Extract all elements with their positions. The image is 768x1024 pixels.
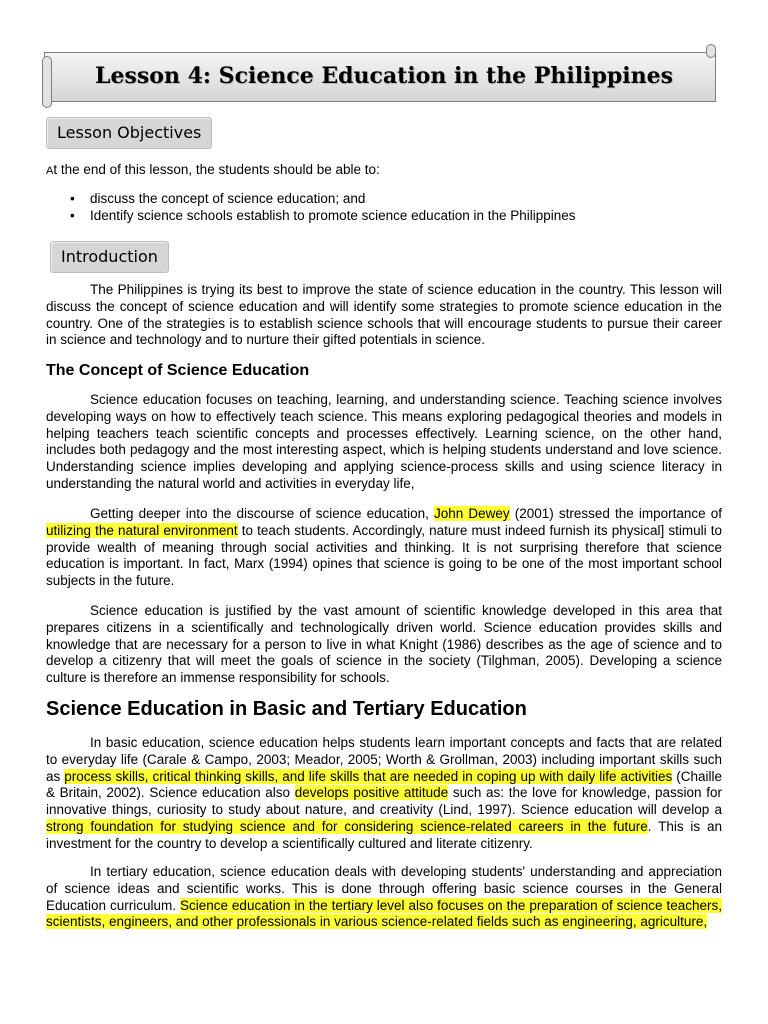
highlight-john-dewey: John Dewey xyxy=(434,506,510,521)
highlight-natural-environment: utilizing the natural environment xyxy=(46,522,238,538)
text-run: to teach students. Accordingly, nature must indeed furnish its physical] stimuli to provide wealth of meaning through social activities and thinking. It is not surprising therefore that science education is important. In fact, Marx (1994) opines that science is going to be one of the most important school subjects in the future. xyxy=(46,522,722,589)
basic-tertiary-heading: Science Education in Basic and Tertiary Education xyxy=(46,698,527,720)
highlight-tertiary-preparation: Science education in the tertiary level also focuses on the preparation of science teachers, scientists, engineers, and other professionals in various science-related fields such as engineering, agriculture, xyxy=(46,897,722,930)
tertiary-paragraph xyxy=(46,864,722,931)
text-run: (Chaille & Britain, 2002). Science education also xyxy=(46,768,722,801)
objective-item: • Identify science schools establish to promote science education in the Philippines xyxy=(70,207,576,224)
lesson-title: Lesson 4: Science Education in the Philippines xyxy=(95,63,673,89)
text-run: . This is an investment for the country to develop a scientifically cultured and literate citizenry. xyxy=(46,818,723,851)
introduction-paragraph: The Philippines is trying its best to improve the state of science education in the country. This lesson will discuss the concept of science education and will identify some strategies to promote science education in the country. One of the strategies is to establish science schools that will encourage students to pursue their career in science and technology and to nurture their gifted potentials in science. xyxy=(46,282,722,348)
highlight-positive-attitude: develops positive attitude xyxy=(294,785,449,801)
highlight-skills: process skills, critical thinking skills, and life skills that are needed in coping up with daily life activities xyxy=(64,768,673,784)
objectives-list xyxy=(70,190,576,224)
objectives-intro xyxy=(46,162,722,180)
concept-heading: The Concept of Science Education xyxy=(46,362,310,379)
objective-item: • discuss the concept of science education; and xyxy=(70,190,576,207)
objectives-intro-rest: t the end of this lesson, the students should be able to: xyxy=(53,162,380,177)
highlight-strong-foundation: strong foundation for studying science and for considering science-related careers in the future xyxy=(46,818,648,834)
concept-paragraph-2 xyxy=(46,506,722,590)
text-run: (2001) stressed the importance of xyxy=(509,506,722,521)
basic-paragraph xyxy=(46,735,722,853)
text-run: In tertiary education, science education deals with developing students' understanding and appreciation of science ideas and scientific works. This is done through offering basic science courses in the General Education curriculum. xyxy=(46,864,722,913)
scroll-curl-left xyxy=(42,56,52,108)
concept-paragraph-3: Science education is justified by the vast amount of scientific knowledge developed in this area that prepares citizens in a scientifically and technologically driven world. Science education provides skills and knowledge that are necessary for a person to live in what Knight (1986) describes as the age of science and to develop a citizenry that will meet the goals of science in the society (Tilghman, 2005). Developing a science culture is therefore an immense responsibility for schools. xyxy=(46,603,722,686)
scroll-curl-right xyxy=(706,44,716,58)
text-run: In basic education, science education helps students learn important concepts and facts that are related to everyday life (Carale & Campo, 2003; Meador, 2005; Worth & Grollman, 2003) including important skills such as xyxy=(46,735,722,784)
text-run: such as: the love for knowledge, passion for innovative things, curiosity to study about nature, and creativity (Lind, 1997). Science education will develop a xyxy=(46,785,722,818)
objectives-intro-first-letter: A xyxy=(46,165,54,177)
text-run: Getting deeper into the discourse of science education, xyxy=(90,506,434,521)
introduction-heading: Introduction xyxy=(50,241,169,273)
objectives-heading: Lesson Objectives xyxy=(46,117,212,149)
concept-paragraph-1: Science education focuses on teaching, learning, and understanding science. Teaching science involves developing ways on how to effectively teach science. This means exploring pedagogical theories and models in helping teachers teach scientific concepts and processes effectively. Learning science, on the other hand, includes both pedagogy and the most interesting aspect, which is helping students understand and love science. Understanding science implies developing and applying science-process skills and using science literacy in understanding the natural world and activities in everyday life, xyxy=(46,392,722,491)
